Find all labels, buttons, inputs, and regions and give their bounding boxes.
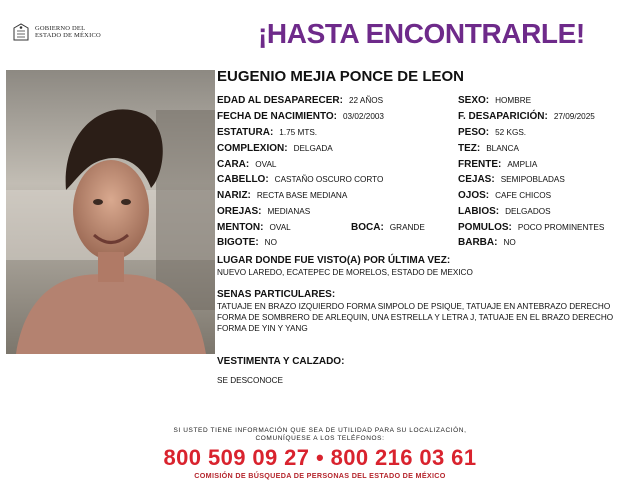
- government-logo: [12, 22, 101, 42]
- field-menton: MENTON: OVAL: [217, 222, 291, 233]
- field-nariz: NARIZ: RECTA BASE MEDIANA: [217, 190, 348, 201]
- phone-numbers: [0, 445, 640, 471]
- person-name: EUGENIO MEJIA PONCE DE LEON: [217, 68, 464, 85]
- footer-note-line2: COMUNÍQUESE A LOS TELÉFONOS:: [255, 435, 385, 442]
- field-cara: CARA: OVAL: [217, 159, 277, 170]
- missing-person-photo: [6, 70, 215, 354]
- field-bigote: BIGOTE: NO: [217, 237, 277, 248]
- field-complexion: COMPLEXION: DELGADA: [217, 143, 333, 154]
- person-photo-illustration: [6, 70, 215, 354]
- field-peso: PESO: 52 KGS.: [458, 127, 527, 138]
- field-cejas: CEJAS: SEMIPOBLADAS: [458, 174, 565, 185]
- field-orejas: OREJAS: MEDIANAS: [217, 206, 311, 217]
- field-tez: TEZ: BLANCA: [458, 143, 519, 154]
- footer-note-line1: SI USTED TIENE INFORMACIÓN QUE SEA DE UTILIDAD PARA SU LOCALIZACIÓN,: [173, 427, 467, 434]
- headline: ¡HASTA ENCONTRARLE!: [258, 18, 585, 49]
- field-frente: FRENTE: AMPLIA: [458, 159, 538, 170]
- phone-separator: •: [315, 445, 325, 470]
- commission-name: COMISIÓN DE BÚSQUEDA DE PERSONAS DEL ESTADO DE MÉXICO: [194, 471, 446, 480]
- field-labios: LABIOS: DELGADOS: [458, 206, 551, 217]
- phone-2: 800 216 03 61: [330, 445, 477, 470]
- last-seen-text: NUEVO LAREDO, ECATEPEC DE MORELOS, ESTADO DE MEXICO: [217, 268, 473, 277]
- field-cabello: CABELLO: CASTAÑO OSCURO CORTO: [217, 174, 384, 185]
- field-estatura: ESTATURA: 1.75 MTS.: [217, 127, 318, 138]
- field-fecha-nacimiento: FECHA DE NACIMIENTO: 03/02/2003: [217, 111, 384, 122]
- logo-text: GOBIERNO DEL ESTADO DE MÉXICO: [35, 24, 101, 39]
- clothing-text: SE DESCONOCE: [217, 376, 283, 385]
- clothing-title: VESTIMENTA Y CALZADO:: [217, 356, 345, 367]
- field-sexo: SEXO: HOMBRE: [458, 95, 532, 106]
- field-edad: EDAD AL DESAPARECER: 22 AÑOS: [217, 95, 384, 106]
- field-boca: BOCA: GRANDE: [351, 222, 425, 233]
- phone-1: 800 509 09 27: [163, 445, 310, 470]
- field-fecha-desaparicion: F. DESAPARICIÓN: 27/09/2025: [458, 111, 595, 122]
- marks-text: TATUAJE EN BRAZO IZQUIERDO FORMA SIMPOLO DE PSIQUE, TATUAJE EN ANTEBRAZO DERECHO FORMA DE SOMBRERO DE ARLEQUIN, UNA ESTRELLA Y LETRA J, TATUAJE EN EL BRAZO DERECHO FORMA DE YIN Y YANG: [217, 302, 614, 333]
- marks-title: SENAS PARTICULARES:: [217, 289, 336, 300]
- field-pomulos: POMULOS: POCO PROMINENTES: [458, 222, 605, 233]
- field-ojos: OJOS: CAFE CHICOS: [458, 190, 552, 201]
- state-emblem-icon: [12, 22, 30, 42]
- field-barba: BARBA: NO: [458, 237, 516, 248]
- last-seen-title: LUGAR DONDE FUE VISTO(A) POR ÚLTIMA VEZ:: [217, 255, 451, 266]
